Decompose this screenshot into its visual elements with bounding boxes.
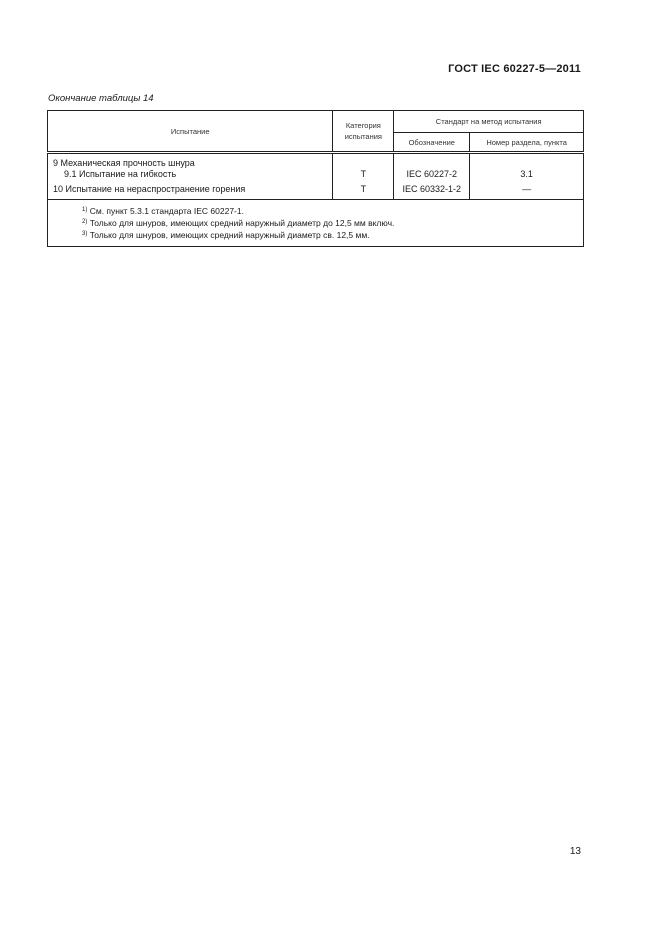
footnote-mark: 3) <box>82 231 88 237</box>
designation-value: IEC 60227-2 <box>406 169 458 179</box>
footnote <box>82 229 583 241</box>
header-standard: Стандарт на метод испытания <box>394 111 584 133</box>
category-value: Т <box>360 184 367 194</box>
category-value: Т <box>360 169 367 179</box>
footnote-text: Только для шнуров, имеющих средний наружный диаметр св. 12,5 мм. <box>89 230 370 240</box>
designation-value: IEC 60332-1-2 <box>402 184 462 194</box>
table-row: 9 Механическая прочность шнура <box>53 158 195 168</box>
designation-value <box>394 158 469 169</box>
footnote <box>82 205 583 217</box>
footnote-mark: 1) <box>82 207 88 213</box>
header-section: Номер раздела, пункта <box>470 133 584 153</box>
footnote <box>82 217 583 229</box>
table-row: 9.1 Испытание на гибкость <box>64 169 177 179</box>
section-value: 3.1 <box>520 169 533 179</box>
header-category <box>333 111 394 153</box>
test-cell <box>48 153 333 200</box>
section-value <box>470 158 583 169</box>
header-category-label: Категория испытания <box>344 121 382 141</box>
section-value: — <box>522 184 532 194</box>
test-table <box>47 110 584 247</box>
footnote-text: См. пункт 5.3.1 стандарта IEC 60227-1. <box>89 206 244 216</box>
document-code: ГОСТ IEC 60227-5—2011 <box>448 63 581 75</box>
page-number: 13 <box>569 846 581 857</box>
footnote-mark: 2) <box>82 219 88 225</box>
header-test: Испытание <box>48 111 333 153</box>
category-value <box>333 158 393 169</box>
footnote-text: Только для шнуров, имеющих средний наружный диаметр до 12,5 мм включ. <box>89 218 395 228</box>
table-footnotes <box>48 200 584 247</box>
designation-cell <box>394 153 470 200</box>
table-caption: Окончание таблицы 14 <box>48 93 154 104</box>
category-cell <box>333 153 394 200</box>
header-designation: Обозначение <box>394 133 470 153</box>
table-row: 10 Испытание на нераспространение горения <box>53 184 246 194</box>
section-cell <box>470 153 584 200</box>
